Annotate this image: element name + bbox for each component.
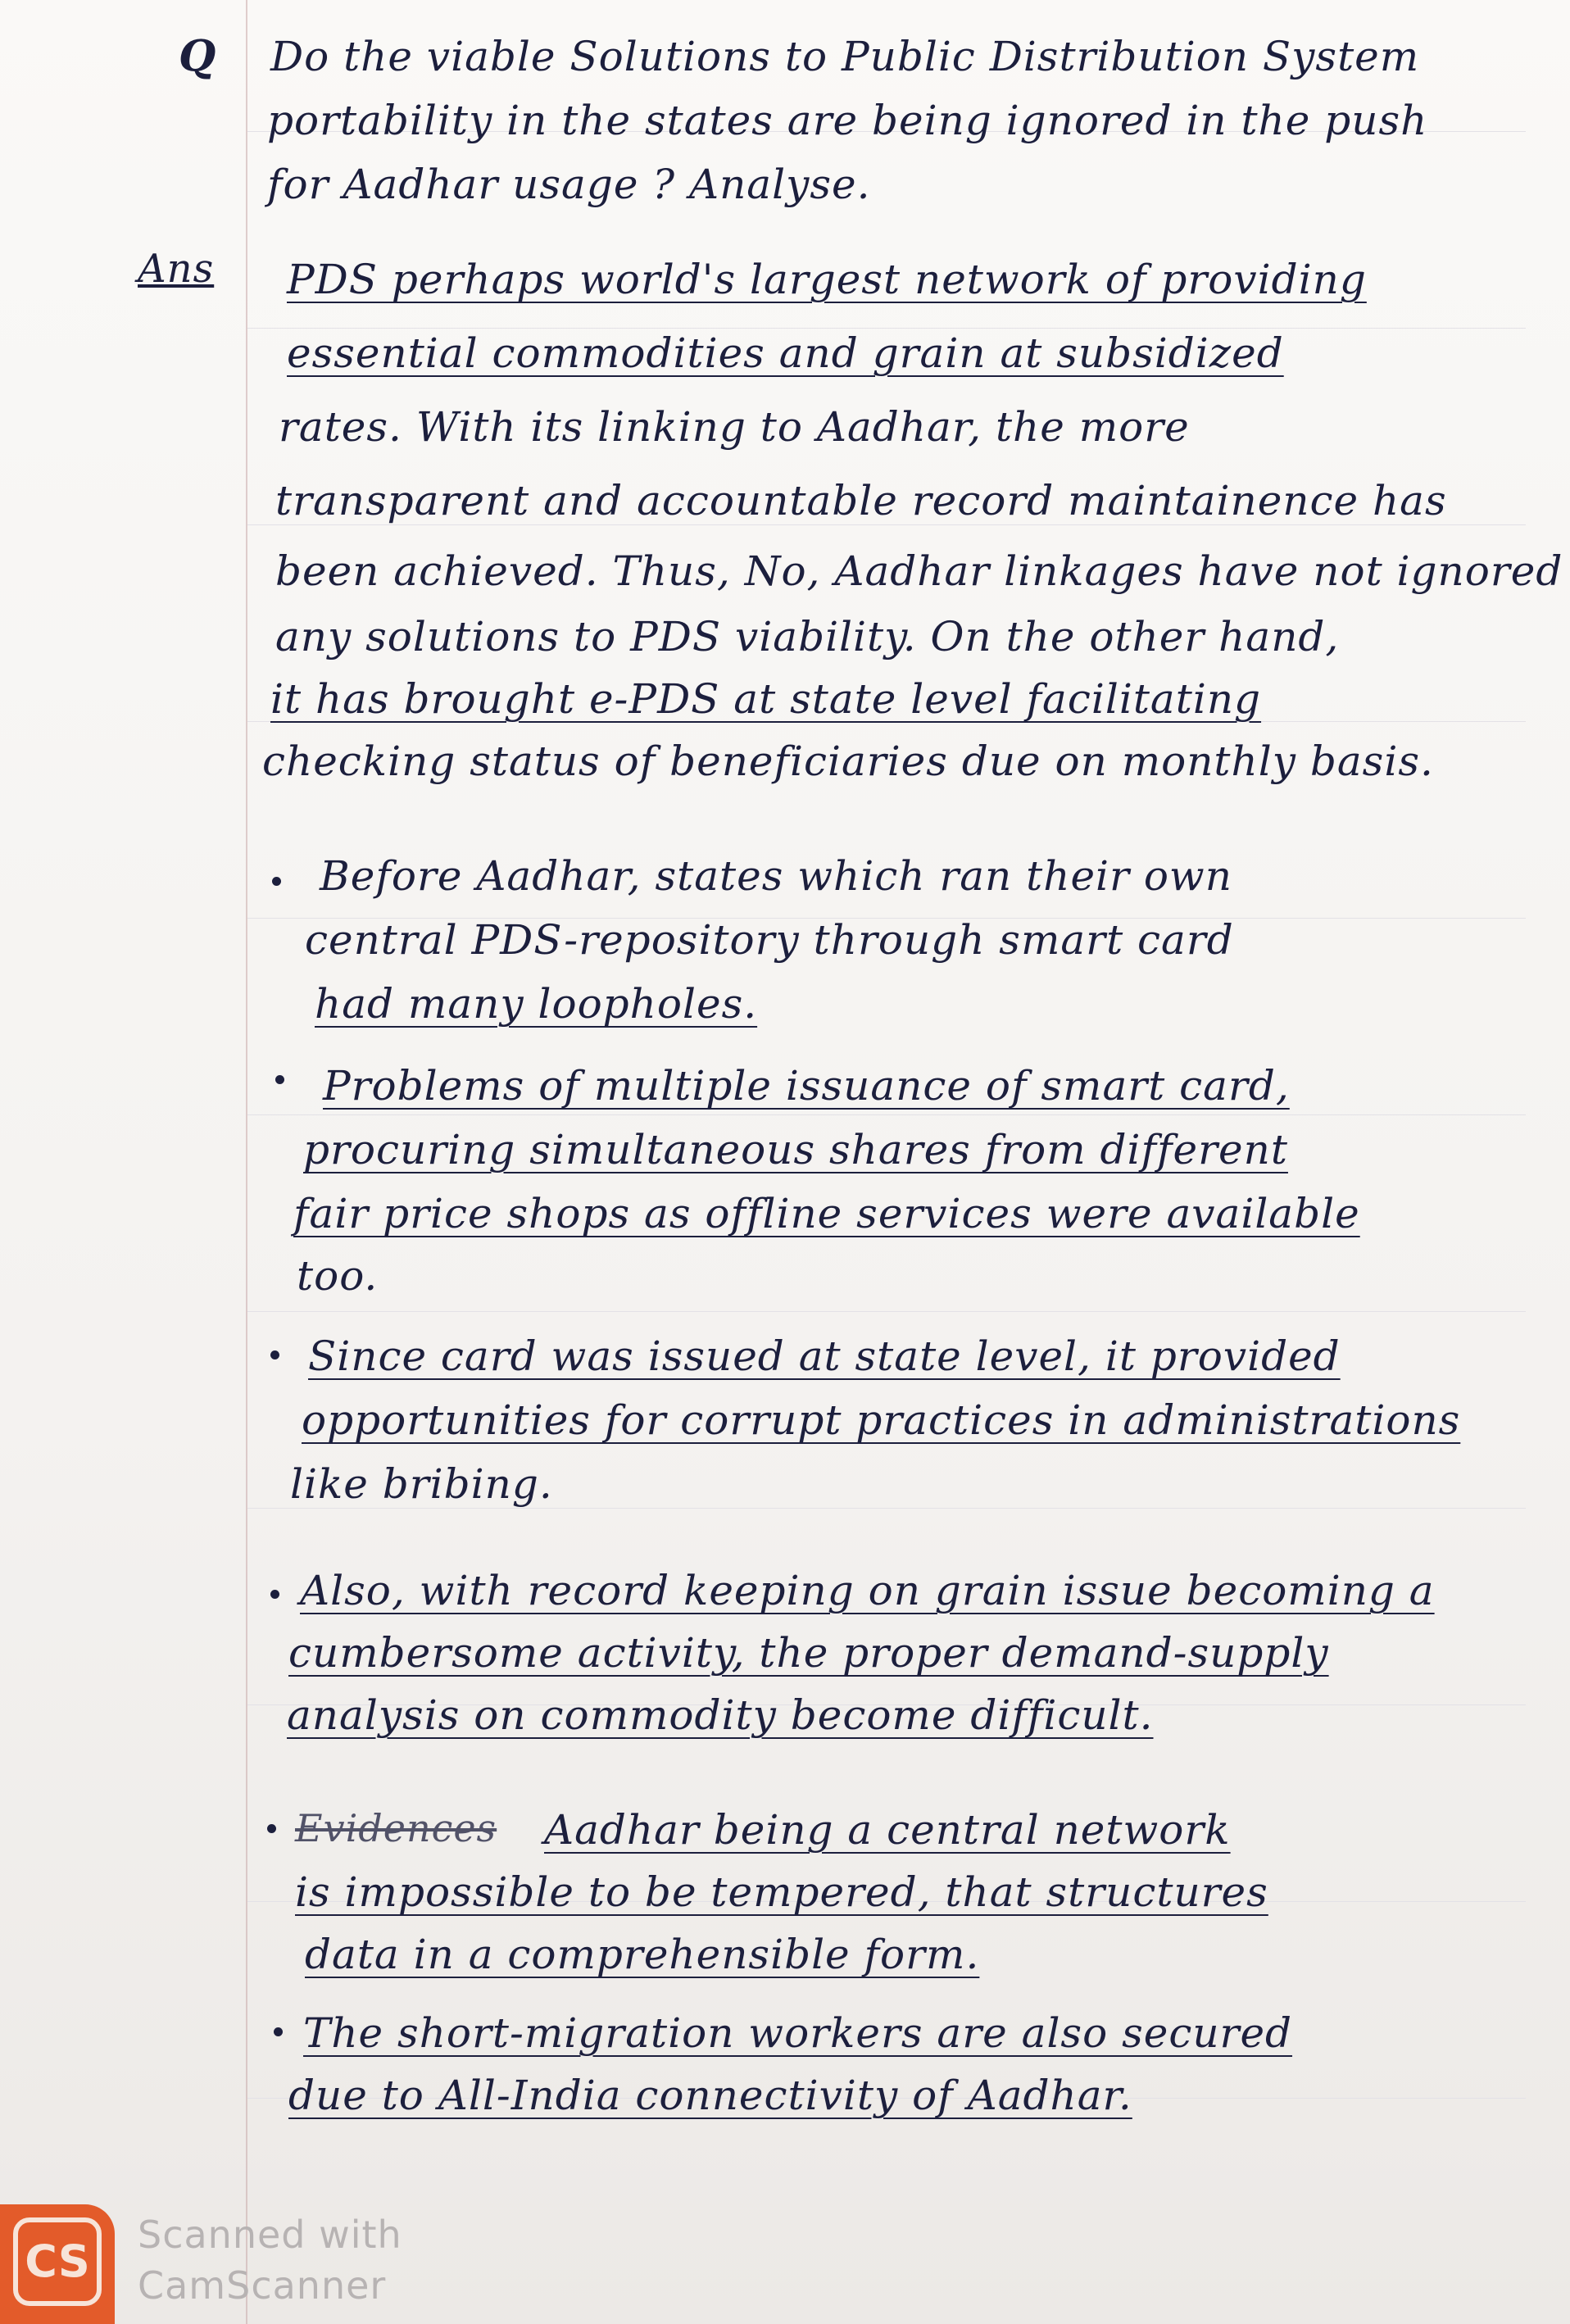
ruled-line (247, 1508, 1526, 1509)
bullet-point (270, 1350, 279, 1359)
ruled-line (247, 524, 1526, 525)
answer-intro-line: PDS perhaps world's largest network of providing (287, 256, 1367, 303)
ruled-line (247, 1114, 1526, 1115)
bullet-line: Aadhar being a central network (544, 1806, 1231, 1854)
bullet-line: Before Aadhar, states which ran their own (320, 852, 1232, 900)
answer-intro-line: checking status of beneficiaries due on monthly basis. (262, 738, 1434, 785)
bullet-line: cumbersome activity, the proper demand-supply (288, 1629, 1329, 1677)
answer-intro-line: rates. With its linking to Aadhar, the more (279, 403, 1190, 451)
answer-intro-line: any solutions to PDS viability. On the other hand, (275, 613, 1340, 660)
bullet-line: procuring simultaneous shares from different (303, 1126, 1288, 1173)
bullet-line: is impossible to be tempered, that structures (295, 1868, 1268, 1916)
bullet-point (270, 1590, 279, 1599)
question-line: portability in the states are being ignored in the push (267, 97, 1428, 144)
struck-word: Evidences (295, 1806, 497, 1850)
ruled-line (247, 328, 1526, 329)
margin-line (246, 0, 247, 2324)
question-marker: Q (179, 31, 217, 81)
answer-label: Ans (138, 246, 215, 292)
answer-intro-line: it has brought e-PDS at state level facilitating (270, 675, 1262, 723)
bullet-line: opportunities for corrupt practices in administrations (302, 1396, 1461, 1444)
bullet-point (274, 2027, 283, 2036)
bullet-line: due to All-India connectivity of Aadhar. (288, 2072, 1132, 2119)
camscanner-logo-icon: CS (13, 2217, 102, 2306)
bullet-line: had many loopholes. (315, 980, 758, 1028)
bullet-line: Since card was issued at state level, it provided (308, 1332, 1341, 1380)
question-line: for Aadhar usage ? Analyse. (267, 161, 871, 208)
question-line: Do the viable Solutions to Public Distribution System (270, 33, 1420, 80)
bullet-line: fair price shops as offline services were available (293, 1190, 1360, 1237)
bullet-point (275, 1075, 284, 1084)
bullet-line: central PDS-repository through smart card (305, 916, 1234, 964)
bullet-line: too. (297, 1252, 379, 1300)
bullet-line: The short-migration workers are also secured (303, 2009, 1293, 2057)
bullet-line: analysis on commodity become difficult. (287, 1691, 1154, 1739)
bullet-line: like bribing. (290, 1460, 553, 1508)
bullet-line: data in a comprehensible form. (305, 1931, 980, 1978)
bullet-point (267, 1824, 276, 1833)
watermark-text: CamScanner (138, 2263, 387, 2308)
watermark-text: Scanned with (138, 2213, 402, 2257)
answer-intro-line: transparent and accountable record maintainence has (275, 477, 1447, 524)
bullet-line: Problems of multiple issuance of smart card, (323, 1062, 1290, 1110)
bullet-line: Also, with record keeping on grain issue becoming a (300, 1567, 1435, 1614)
answer-intro-line: been achieved. Thus, No, Aadhar linkages have not ignored (275, 547, 1563, 595)
ruled-line (247, 1311, 1526, 1312)
bullet-point (272, 877, 281, 886)
answer-intro-line: essential commodities and grain at subsidized (287, 329, 1284, 377)
